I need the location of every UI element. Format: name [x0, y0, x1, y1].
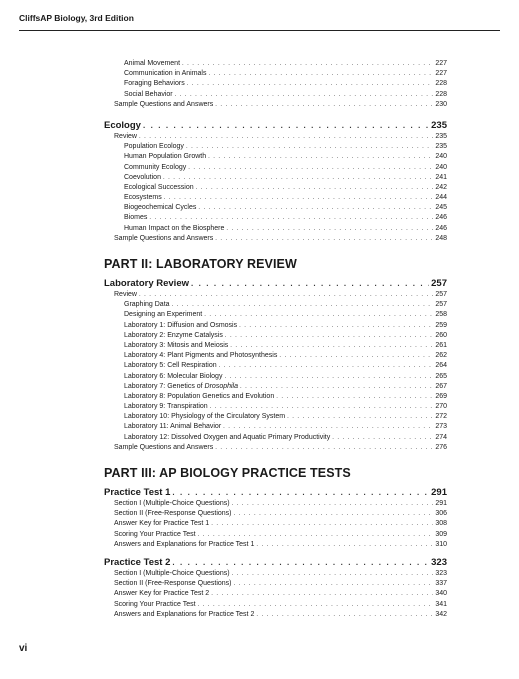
toc-entry[interactable] [104, 499, 447, 509]
toc-entry[interactable] [104, 412, 447, 422]
entry-page: 306 [435, 510, 447, 518]
toc-entry[interactable] [104, 59, 447, 69]
leader-dots [226, 224, 433, 234]
entry-page: 291 [435, 500, 447, 507]
entry-page: 246 [435, 214, 447, 222]
toc-chapter-practice-test-1[interactable] [104, 486, 447, 499]
leader-dots [188, 163, 433, 173]
entry-title: Animal Movement [124, 60, 181, 67]
entry-page: 323 [435, 569, 447, 577]
entry-title: Designing an Experiment [124, 311, 203, 319]
chapter-page: 323 [431, 556, 447, 568]
entry-page: 246 [435, 224, 447, 232]
leader-dots [215, 443, 433, 453]
entry-title: Laboratory 10: Physiology of the Circulatory System [124, 413, 286, 421]
entry-page: 228 [435, 90, 447, 98]
entry-title: Laboratory 12: Dissolved Oxygen and Aquatic Primary Productivity [124, 433, 331, 441]
leader-dots [279, 351, 433, 361]
entry-title: Answer Key for Practice Test 2 [114, 590, 210, 598]
entry-page: 269 [435, 392, 447, 400]
leader-dots [175, 90, 434, 100]
entry-page: 240 [435, 163, 447, 171]
header-rule [19, 30, 500, 31]
entry-page: 276 [435, 443, 447, 451]
leader-dots [187, 79, 434, 89]
entry-page: 257 [435, 291, 447, 298]
leader-dots [182, 59, 433, 69]
entry-title: Answer Key for Practice Test 1 [114, 520, 210, 528]
entry-title-text: Laboratory 7: Genetics of [124, 382, 205, 390]
leader-dots [198, 203, 433, 213]
entry-page: 272 [435, 413, 447, 421]
toc-entry[interactable] [104, 519, 447, 529]
entry-page: 267 [435, 382, 447, 390]
entry-title: Ecosystems [124, 194, 162, 202]
leader-dots [143, 119, 429, 132]
leader-dots [211, 519, 433, 529]
toc-entry[interactable] [104, 142, 447, 152]
leader-dots [204, 310, 433, 320]
entry-page: 242 [435, 183, 447, 191]
entry-page: 245 [435, 204, 447, 212]
entry-title: Laboratory 3: Mitosis and Meiosis [124, 341, 229, 349]
entry-page: 270 [435, 403, 447, 411]
entry-title: Foraging Behaviors [124, 80, 185, 88]
entry-title: Laboratory 11: Animal Behavior [124, 423, 222, 431]
toc-entry[interactable] [104, 203, 447, 213]
leader-dots [210, 402, 434, 412]
leader-dots [240, 382, 433, 392]
entry-title: Section II (Free-Response Questions) [114, 510, 232, 518]
entry-page: 265 [435, 372, 447, 380]
leader-dots [191, 277, 429, 290]
entry-page: 235 [435, 132, 447, 140]
part-heading: PART II: LABORATORY REVIEW [104, 257, 297, 271]
entry-title: Scoring Your Practice Test [114, 530, 196, 538]
toc-entry[interactable] [104, 69, 447, 79]
toc-ecology-block [104, 132, 447, 244]
toc-entry[interactable] [104, 132, 447, 142]
leader-dots [215, 100, 433, 110]
toc-entry[interactable] [104, 433, 447, 443]
toc-entry[interactable] [104, 530, 447, 540]
leader-dots [163, 173, 433, 183]
toc-lab-block [104, 290, 447, 453]
entry-title: Laboratory 9: Transpiration [124, 403, 208, 411]
entry-page: 308 [435, 520, 447, 528]
entry-page: 260 [435, 331, 447, 339]
entry-title: Answers and Explanations for Practice Test 2 [114, 610, 255, 618]
leader-dots [186, 142, 433, 152]
toc-entry[interactable] [104, 90, 447, 100]
chapter-title: Practice Test 1 [104, 487, 171, 498]
entry-page: 340 [435, 590, 447, 598]
entry-page: 227 [435, 70, 447, 78]
part-heading: PART III: AP BIOLOGY PRACTICE TESTS [104, 466, 351, 480]
entry-page: 262 [435, 352, 447, 360]
entry-title: Laboratory 1: Diffusion and Osmosis [124, 321, 238, 329]
leader-dots [164, 193, 434, 203]
leader-dots [198, 530, 434, 540]
leader-dots [139, 290, 433, 300]
toc-chapter-practice-test-2[interactable] [104, 556, 447, 569]
toc-entry[interactable] [104, 443, 447, 453]
leader-dots [219, 361, 434, 371]
toc-entry[interactable] [104, 100, 447, 110]
toc-entry[interactable] [104, 300, 447, 310]
entry-title: Laboratory 4: Plant Pigments and Photosynthesis [124, 352, 278, 360]
entry-page: 309 [435, 530, 447, 538]
toc-entry[interactable] [104, 79, 447, 89]
toc-entry[interactable] [104, 361, 447, 371]
table-of-contents [104, 59, 447, 620]
chapter-page: 235 [431, 119, 447, 131]
chapter-page: 257 [431, 278, 447, 289]
leader-dots [225, 331, 433, 341]
leader-dots [172, 300, 434, 310]
toc-entry[interactable] [104, 183, 447, 193]
entry-title: Biomes [124, 214, 148, 222]
entry-title: Social Behavior [124, 90, 173, 98]
leader-dots [230, 341, 433, 351]
leader-dots [224, 372, 433, 382]
leader-dots [232, 499, 434, 509]
entry-page: 240 [435, 153, 447, 161]
entry-page: 227 [435, 60, 447, 67]
leader-dots [234, 579, 434, 589]
toc-chapter-ecology[interactable] [104, 119, 447, 132]
entry-page: 261 [435, 341, 447, 349]
running-head: CliffsAP Biology, 3rd Edition [19, 13, 134, 23]
entry-title: Sample Questions and Answers [114, 100, 214, 108]
entry-title: Laboratory 2: Enzyme Catalysis [124, 331, 223, 339]
entry-page: 337 [435, 580, 447, 588]
leader-dots [149, 213, 433, 223]
entry-title: Section I (Multiple-Choice Questions) [114, 569, 230, 577]
leader-dots [332, 433, 433, 443]
entry-page: 274 [435, 433, 447, 441]
leader-dots [196, 183, 434, 193]
entry-title: Graphing Data [124, 301, 170, 309]
toc-entry[interactable] [104, 341, 447, 351]
toc-entry[interactable] [104, 402, 447, 412]
toc-entry[interactable] [104, 372, 447, 382]
toc-entry[interactable] [104, 193, 447, 203]
leader-dots [223, 422, 433, 432]
entry-page: 273 [435, 423, 447, 431]
entry-title: Human Population Growth [124, 153, 207, 161]
toc-entry[interactable] [104, 392, 447, 402]
entry-page: 241 [435, 173, 447, 181]
chapter-title: Ecology [104, 119, 141, 131]
toc-entry[interactable] [104, 509, 447, 519]
entry-title: Human Impact on the Biosphere [124, 224, 225, 232]
leader-dots [276, 392, 433, 402]
leader-dots [232, 569, 434, 579]
entry-page: 341 [435, 600, 447, 608]
entry-title: Coevolution [124, 173, 161, 181]
leader-dots [215, 234, 433, 244]
chapter-title: Laboratory Review [104, 278, 189, 289]
leader-dots [239, 321, 433, 331]
toc-entry[interactable] [104, 163, 447, 173]
toc-entry[interactable] [104, 600, 447, 610]
toc-entry[interactable] [104, 152, 447, 162]
leader-dots [208, 152, 433, 162]
entry-page: 259 [435, 321, 447, 329]
toc-entry[interactable] [104, 589, 447, 599]
toc-entry[interactable] [104, 234, 447, 244]
entry-title: Community Ecology [124, 163, 187, 171]
entry-title-italic: Drosophila [204, 382, 239, 390]
toc-entry[interactable] [104, 290, 447, 300]
toc-entry[interactable] [104, 351, 447, 361]
chapter-title: Practice Test 2 [104, 556, 171, 568]
entry-title: Laboratory 8: Population Genetics and Evolution [124, 392, 275, 400]
toc-entry[interactable] [104, 579, 447, 589]
leader-dots [211, 589, 433, 599]
entry-title: Section II (Free-Response Questions) [114, 580, 232, 588]
entry-page: 310 [435, 540, 447, 548]
leader-dots [234, 509, 434, 519]
toc-entry[interactable] [104, 213, 447, 223]
entry-title [104, 382, 238, 392]
toc-entry[interactable] [104, 224, 447, 234]
toc-entry[interactable] [104, 569, 447, 579]
toc-test2-block [104, 569, 447, 620]
entry-page: 342 [435, 610, 447, 618]
entry-page: 228 [435, 80, 447, 88]
toc-top-block [104, 59, 447, 110]
entry-page: 264 [435, 362, 447, 370]
entry-page: 257 [435, 301, 447, 309]
chapter-page: 291 [431, 487, 447, 498]
entry-title: Scoring Your Practice Test [114, 600, 196, 608]
leader-dots [172, 486, 429, 499]
toc-entry[interactable] [104, 422, 447, 432]
entry-title: Review [114, 132, 137, 140]
leader-dots [172, 556, 429, 569]
toc-entry[interactable] [104, 382, 447, 392]
entry-title: Sample Questions and Answers [114, 443, 214, 451]
entry-page: 258 [435, 311, 447, 319]
entry-title: Population Ecology [124, 143, 184, 151]
entry-page: 244 [435, 194, 447, 202]
entry-title: Communication in Animals [124, 70, 207, 78]
toc-entry[interactable] [104, 321, 447, 331]
page-number: vi [19, 643, 28, 654]
entry-page: 230 [435, 100, 447, 108]
toc-entry[interactable] [104, 331, 447, 341]
leader-dots [198, 600, 434, 610]
entry-title: Review [114, 291, 137, 298]
toc-entry[interactable] [104, 610, 447, 620]
entry-title: Laboratory 6: Molecular Biology [124, 372, 223, 380]
toc-chapter-laboratory-review[interactable] [104, 277, 447, 290]
leader-dots [287, 412, 433, 422]
entry-page: 235 [435, 143, 447, 151]
entry-title: Sample Questions and Answers [114, 234, 214, 242]
entry-title: Biogeochemical Cycles [124, 204, 197, 212]
entry-page: 248 [435, 234, 447, 242]
leader-dots [256, 610, 433, 620]
leader-dots [139, 132, 433, 142]
toc-entry[interactable] [104, 173, 447, 183]
entry-title: Laboratory 5: Cell Respiration [124, 362, 217, 370]
toc-entry[interactable] [104, 310, 447, 320]
toc-test1-block [104, 499, 447, 550]
entry-title: Section I (Multiple-Choice Questions) [114, 500, 230, 507]
entry-title: Answers and Explanations for Practice Test 1 [114, 540, 255, 548]
leader-dots [256, 540, 433, 550]
entry-title: Ecological Succession [124, 183, 194, 191]
leader-dots [208, 69, 433, 79]
toc-entry[interactable] [104, 540, 447, 550]
